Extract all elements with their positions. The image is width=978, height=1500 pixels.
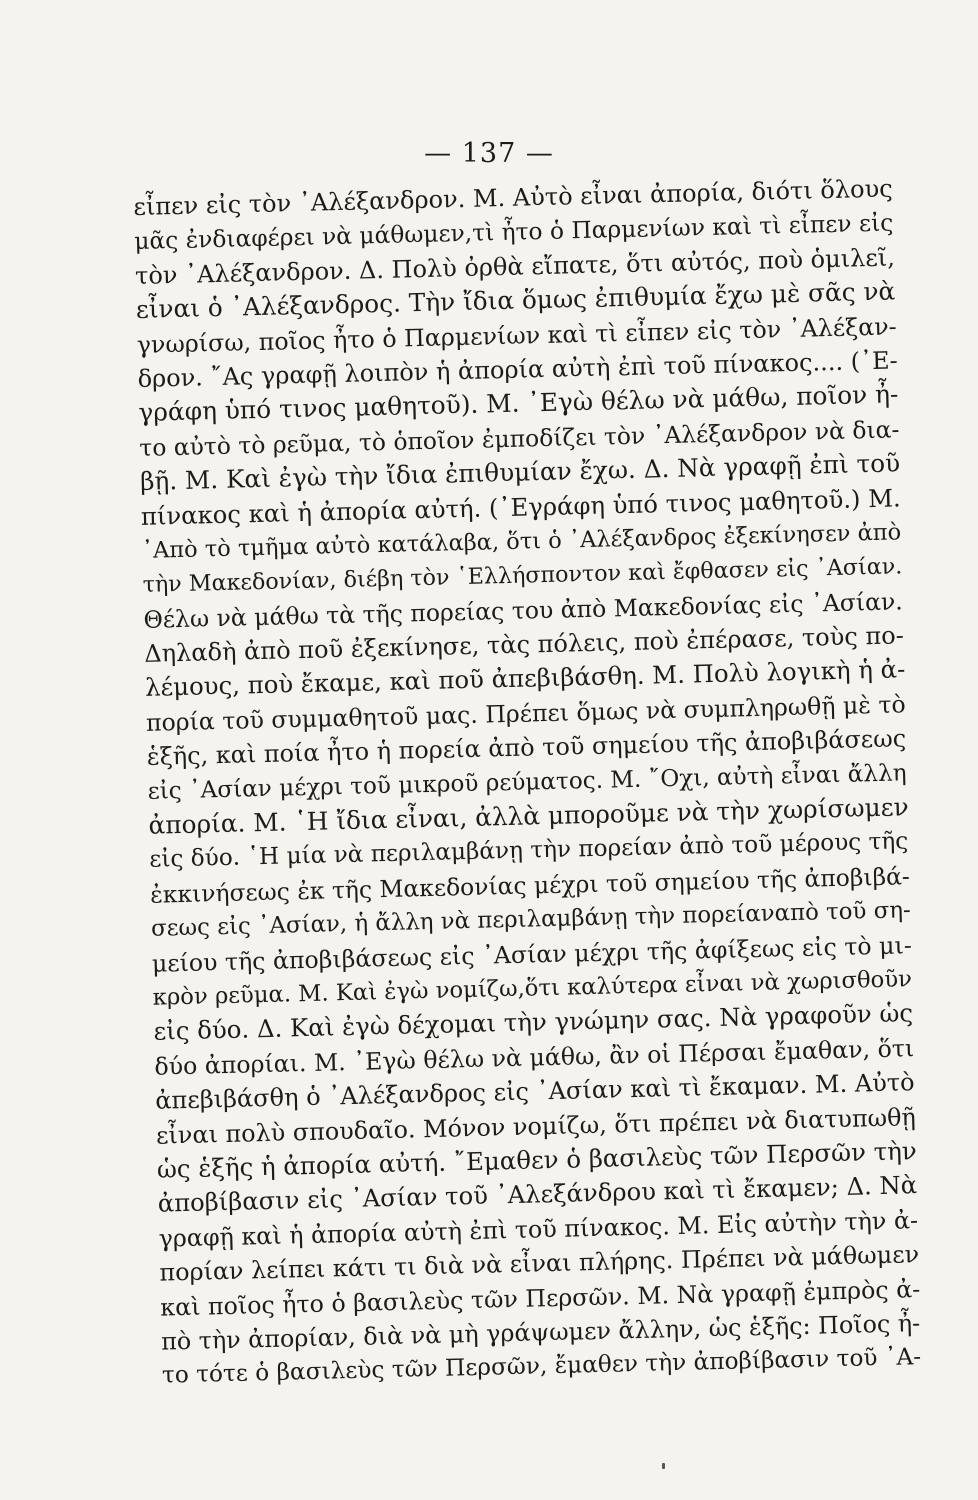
text-line: Δηλαδὴ ἀπὸ ποῦ ἐξεκίνησε, τὰς πόλεις, ποὺ ἐπέρασε, τοὺς πο- (143, 621, 905, 668)
text-line: καὶ ποῖος ἦτο ὁ βασιλεὺς τῶν Περσῶν. Μ. Νὰ γραφῇ ἐμπρὸς ἀ- (159, 1274, 921, 1322)
text-line: το αὐτὸ τὸ ρεῦμα, τὸ ὁποῖον ἐμποδίζει τὸν ᾿Αλέξανδρον νὰ δια- (138, 415, 900, 462)
text-line: πὸ τὴν ἀπορίαν, διὰ νὰ μὴ γράψωμεν ἄλλην, ὡς ἑξῆς: Ποῖος ἦ- (160, 1309, 921, 1356)
text-line: μᾶς ἐνδιαφέρει νὰ μάθωμεν,τὶ ἦτο ὁ Παρμενίων καὶ τὶ εἶπεν εἰς (133, 208, 894, 256)
text-line: εἶναι ὁ ᾿Αλέξανδρος. Τὴν ἴδια ὅμως ἐπιθυμία ἔχω μὲ σᾶς νὰ (135, 276, 896, 325)
text-line: βῇ. Μ. Καὶ ἐγὼ τὴν ἴδια ἐπιθυμίαν ἔχω. Δ. Νὰ γραφῇ ἐπὶ τοῦ (139, 448, 901, 497)
text-line: ᾿Απὸ τὸ τμῆμα αὐτὸ κατάλαβα, ὅτι ὁ ᾿Αλέξανδρος ἐξεκίνησεν ἀπὸ (141, 519, 902, 564)
page-number: — 137 — (424, 138, 554, 169)
text-line: το τότε ὁ βασιλεὺς τῶν Περσῶν, ἔμαθεν τὴν ἀποβίβασιν τοῦ ᾿Α- (161, 1343, 922, 1389)
text-line: ἀπορία. Μ. ῾Η ἴδια εἶναι, ἀλλὰ μποροῦμε νὰ τὴν χωρίσωμεν (148, 792, 909, 840)
text-line: εἰς δύο. Δ. Καὶ ἐγὼ δέχομαι τὴν γνώμην σας. Νὰ γραφοῦν ὡς (153, 998, 914, 1047)
text-line: λέμους, ποὺ ἔκαμε, καὶ ποῦ ἀπεβιβάσθη. Μ. Πολὺ λογικὴ ἡ ἀ- (144, 654, 906, 703)
text-line: εἶπεν εἰς τὸν ᾿Αλέξανδρον. Μ. Αὐτὸ εἶναι ἀπορία, διότι ὅλους (133, 174, 893, 221)
text-line: γράφη ὑπό τινος μαθητοῦ). Μ. ᾿Εγὼ θέλω νὰ μάθω, ποῖον ἦ- (138, 379, 899, 428)
text-line: εἰς δύο. ῾Η μία νὰ περιλαμβάνῃ τὴν πορείαν ἀπὸ τοῦ μέρους τῆς (149, 827, 909, 874)
text-line: δρον. ῎Ας γραφῇ λοιπὸν ἡ ἀπορία αὐτὴ ἐπὶ τοῦ πίνακος.... (᾿Ε- (137, 346, 898, 393)
text-line: ἀπεβιβάσθη ὁ ᾿Αλέξανδρος εἰς ᾿Ασίαν καὶ τὶ ἔκαμαν. Μ. Αὐτὸ (154, 1068, 915, 1115)
text-line: πορίαν λείπει κάτι τι διὰ νὰ εἶναι πλήρης. Πρέπει νὰ μάθωμεν (159, 1240, 920, 1287)
text-line: δύο ἀπορίαι. Μ. ᾿Εγὼ θέλω νὰ μάθω, ἂν οἱ Πέρσαι ἔμαθαν, ὅτι (154, 1033, 915, 1081)
text-line: εἰς ᾿Ασίαν μέχρι τοῦ μικροῦ ρεύματος. Μ. ῎Οχι, αὐτὴ εἶναι ἄλλη (147, 759, 907, 805)
text-line: τὴν Μακεδονίαν, διέβη τὸν ῾Ελλήσποντον καὶ ἔφθασεν εἰς ᾿Ασίαν. (142, 553, 903, 599)
ink-speck (662, 1463, 665, 1469)
text-line: ἑξῆς, καὶ ποία ἦτο ἡ πορεία ἀπὸ τοῦ σημείου τῆς ἀποβιβάσεως (146, 724, 907, 772)
text-line: κρὸν ρεῦμα. Μ. Καὶ ἐγὼ νομίζω,ὅτι καλύτερα εἶναι νὰ χωρισθοῦν (152, 966, 913, 1011)
text-line: μείου τῆς ἀποβιβάσεως εἰς ᾿Ασίαν μέχρι τῆς ἀφίξεως εἰς τὸ μι- (151, 930, 913, 978)
text-line: ὡς ἑξῆς ἡ ἀπορία αὐτή. ῎Εμαθεν ὁ βασιλεὺς τῶν Περσῶν τὴν (156, 1136, 917, 1184)
text-line: πορία τοῦ συμμαθητοῦ μας. Πρέπει ὅμως νὰ συμπληρωθῇ μὲ τὸ (145, 690, 906, 737)
body-text (133, 171, 922, 1393)
text-line: γραφῇ καὶ ἡ ἀπορία αὐτὴ ἐπὶ τοῦ πίνακος. Μ. Εἰς αὐτὴν τὴν ἀ- (158, 1205, 919, 1253)
text-line: τὸν ᾿Αλέξανδρον. Δ. Πολὺ ὀρθὰ εἴπατε, ὅτι αὐτός, ποὺ ὁμιλεῖ, (134, 243, 896, 290)
text-line: ἀποβίβασιν εἰς ᾿Ασίαν τοῦ ᾿Αλεξάνδρου καὶ τὶ ἔκαμεν; Δ. Νὰ (157, 1170, 918, 1219)
text-line: σεως εἰς ᾿Ασίαν, ἡ ἄλλη νὰ περιλαμβάνῃ τὴν πορείαναπὸ τοῦ ση- (150, 897, 912, 942)
text-line: πίνακος καὶ ἡ ἀπορία αὐτή. (᾿Εγράφη ὑπό τινος μαθητοῦ.) Μ. (140, 482, 902, 531)
text-line: Θέλω νὰ μάθω τὰ τῆς πορείας του ἀπὸ Μακεδονίας εἰς ᾿Ασίαν. (143, 587, 904, 634)
text-line: γνωρίσω, ποῖος ἦτο ὁ Παρμενίων καὶ τὶ εἶπεν εἰς τὸν ᾿Αλέξαν- (136, 311, 897, 359)
text-line: ἐκκινήσεως ἐκ τῆς Μακεδονίας μέχρι τοῦ σημείου τῆς ἀποβιβά- (149, 862, 911, 909)
text-line: εἶναι πολὺ σπουδαῖο. Μόνον νομίζω, ὅτι πρέπει νὰ διατυπωθῇ (155, 1102, 917, 1150)
